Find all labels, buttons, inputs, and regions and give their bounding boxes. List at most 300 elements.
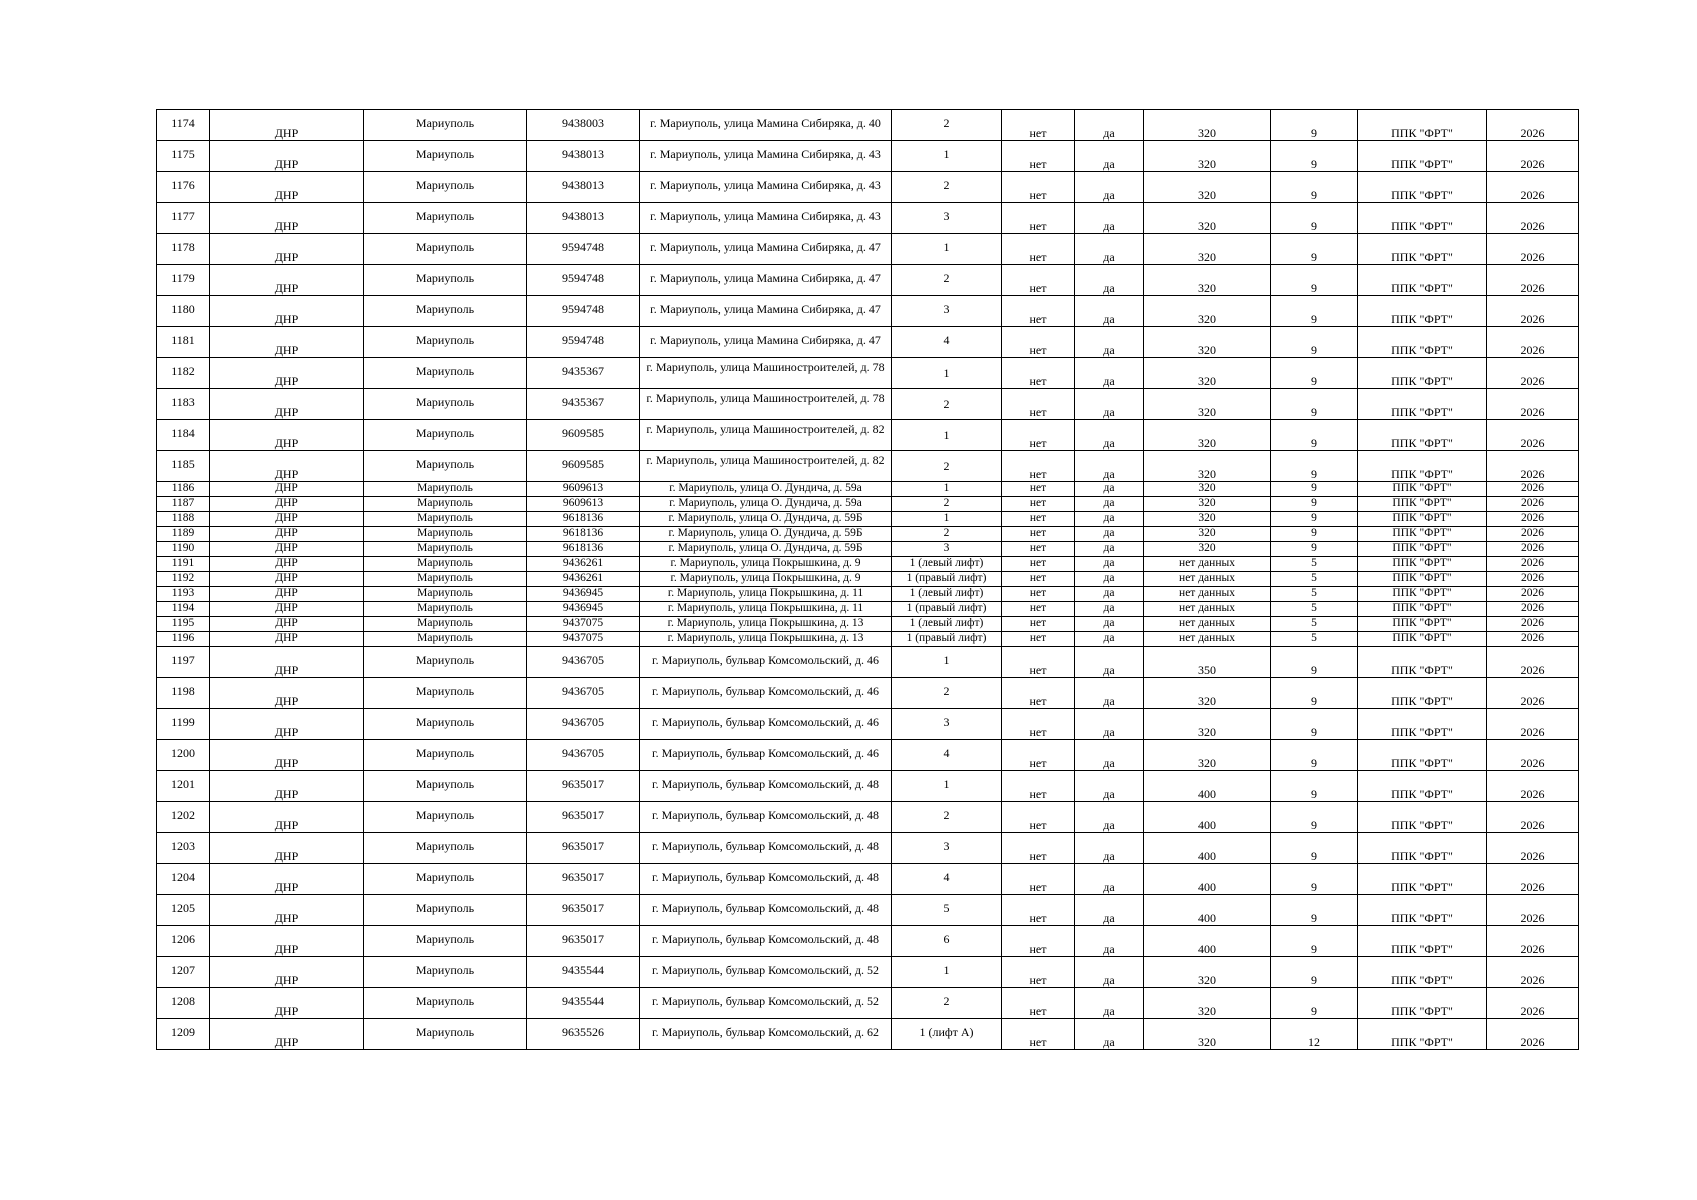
city-cell: Мариуполь [364, 420, 527, 451]
year-cell: 2026 [1487, 740, 1579, 771]
floors-cell: 9 [1271, 512, 1358, 527]
region-cell: ДНР [210, 512, 364, 527]
elevator-cell: 2 [892, 172, 1002, 203]
flag-a-cell: нет [1002, 110, 1075, 141]
region-cell: ДНР [210, 678, 364, 709]
row-number-cell: 1183 [157, 389, 210, 420]
region-cell: ДНР [210, 234, 364, 265]
address-cell: г. Мариуполь, бульвар Комсомольский, д. 46 [640, 678, 892, 709]
row-number-cell: 1195 [157, 617, 210, 632]
flag-b-cell: да [1075, 389, 1144, 420]
floors-cell: 9 [1271, 926, 1358, 957]
operator-cell: ППК "ФРТ" [1358, 632, 1487, 647]
building-id-cell: 9436261 [527, 557, 640, 572]
table-row [157, 110, 1579, 141]
flag-a-cell: нет [1002, 327, 1075, 358]
year-cell: 2026 [1487, 296, 1579, 327]
table-row [157, 542, 1579, 557]
region-cell: ДНР [210, 542, 364, 557]
floors-cell: 9 [1271, 527, 1358, 542]
operator-cell: ППК "ФРТ" [1358, 572, 1487, 587]
elevator-cell: 1 (правый лифт) [892, 632, 1002, 647]
table-row [157, 203, 1579, 234]
year-cell: 2026 [1487, 542, 1579, 557]
table-row [157, 771, 1579, 802]
flag-a-cell: нет [1002, 771, 1075, 802]
region-cell: ДНР [210, 482, 364, 497]
table-row [157, 512, 1579, 527]
region-cell: ДНР [210, 740, 364, 771]
flag-b-cell: да [1075, 110, 1144, 141]
region-cell: ДНР [210, 497, 364, 512]
capacity-cell: 400 [1144, 864, 1271, 895]
flag-a-cell: нет [1002, 141, 1075, 172]
year-cell: 2026 [1487, 1019, 1579, 1050]
row-number-cell: 1197 [157, 647, 210, 678]
region-cell: ДНР [210, 1019, 364, 1050]
city-cell: Мариуполь [364, 497, 527, 512]
flag-b-cell: да [1075, 451, 1144, 482]
table-row [157, 572, 1579, 587]
year-cell: 2026 [1487, 389, 1579, 420]
building-id-cell: 9436945 [527, 602, 640, 617]
flag-a-cell: нет [1002, 172, 1075, 203]
city-cell: Мариуполь [364, 172, 527, 203]
floors-cell: 9 [1271, 497, 1358, 512]
elevator-cell: 1 (правый лифт) [892, 602, 1002, 617]
row-number-cell: 1190 [157, 542, 210, 557]
year-cell: 2026 [1487, 926, 1579, 957]
flag-a-cell: нет [1002, 678, 1075, 709]
flag-a-cell: нет [1002, 572, 1075, 587]
table-row [157, 497, 1579, 512]
table-row [157, 926, 1579, 957]
operator-cell: ППК "ФРТ" [1358, 587, 1487, 602]
row-number-cell: 1202 [157, 802, 210, 833]
floors-cell: 9 [1271, 358, 1358, 389]
capacity-cell: 320 [1144, 988, 1271, 1019]
region-cell: ДНР [210, 420, 364, 451]
region-cell: ДНР [210, 647, 364, 678]
building-id-cell: 9435367 [527, 358, 640, 389]
elevator-cell: 1 [892, 420, 1002, 451]
elevator-cell: 3 [892, 203, 1002, 234]
address-cell: г. Мариуполь, улица О. Дундича, д. 59Б [640, 527, 892, 542]
flag-a-cell: нет [1002, 420, 1075, 451]
region-cell: ДНР [210, 110, 364, 141]
flag-a-cell: нет [1002, 617, 1075, 632]
region-cell: ДНР [210, 988, 364, 1019]
flag-a-cell: нет [1002, 833, 1075, 864]
flag-b-cell: да [1075, 141, 1144, 172]
flag-b-cell: да [1075, 296, 1144, 327]
operator-cell: ППК "ФРТ" [1358, 709, 1487, 740]
address-cell: г. Мариуполь, бульвар Комсомольский, д. 52 [640, 957, 892, 988]
region-cell: ДНР [210, 957, 364, 988]
table-row [157, 709, 1579, 740]
building-id-cell: 9438013 [527, 172, 640, 203]
year-cell: 2026 [1487, 451, 1579, 482]
capacity-cell: 320 [1144, 512, 1271, 527]
elevator-cell: 2 [892, 988, 1002, 1019]
building-id-cell: 9635017 [527, 802, 640, 833]
flag-a-cell: нет [1002, 740, 1075, 771]
row-number-cell: 1194 [157, 602, 210, 617]
floors-cell: 9 [1271, 988, 1358, 1019]
year-cell: 2026 [1487, 420, 1579, 451]
elevator-cell: 2 [892, 389, 1002, 420]
flag-b-cell: да [1075, 926, 1144, 957]
floors-cell: 9 [1271, 482, 1358, 497]
table-row [157, 557, 1579, 572]
flag-b-cell: да [1075, 265, 1144, 296]
elevator-cell: 6 [892, 926, 1002, 957]
flag-a-cell: нет [1002, 926, 1075, 957]
capacity-cell: 320 [1144, 482, 1271, 497]
elevator-cell: 1 (правый лифт) [892, 572, 1002, 587]
elevator-cell: 1 [892, 957, 1002, 988]
elevator-cell: 2 [892, 527, 1002, 542]
building-id-cell: 9635017 [527, 895, 640, 926]
address-cell: г. Мариуполь, улица Мамина Сибиряка, д. 47 [640, 327, 892, 358]
address-cell: г. Мариуполь, бульвар Комсомольский, д. 62 [640, 1019, 892, 1050]
flag-b-cell: да [1075, 327, 1144, 358]
address-cell: г. Мариуполь, улица О. Дундича, д. 59а [640, 482, 892, 497]
year-cell: 2026 [1487, 572, 1579, 587]
year-cell: 2026 [1487, 647, 1579, 678]
year-cell: 2026 [1487, 617, 1579, 632]
address-cell: г. Мариуполь, бульвар Комсомольский, д. 48 [640, 864, 892, 895]
year-cell: 2026 [1487, 557, 1579, 572]
year-cell: 2026 [1487, 709, 1579, 740]
year-cell: 2026 [1487, 358, 1579, 389]
capacity-cell: 320 [1144, 527, 1271, 542]
building-id-cell: 9609613 [527, 497, 640, 512]
floors-cell: 5 [1271, 632, 1358, 647]
building-id-cell: 9618136 [527, 542, 640, 557]
year-cell: 2026 [1487, 678, 1579, 709]
table-row [157, 678, 1579, 709]
table-row [157, 895, 1579, 926]
flag-a-cell: нет [1002, 988, 1075, 1019]
row-number-cell: 1179 [157, 265, 210, 296]
flag-a-cell: нет [1002, 957, 1075, 988]
operator-cell: ППК "ФРТ" [1358, 389, 1487, 420]
operator-cell: ППК "ФРТ" [1358, 172, 1487, 203]
elevator-cell: 4 [892, 740, 1002, 771]
row-number-cell: 1191 [157, 557, 210, 572]
year-cell: 2026 [1487, 203, 1579, 234]
address-cell: г. Мариуполь, бульвар Комсомольский, д. 48 [640, 771, 892, 802]
address-cell: г. Мариуполь, бульвар Комсомольский, д. 46 [640, 647, 892, 678]
operator-cell: ППК "ФРТ" [1358, 1019, 1487, 1050]
year-cell: 2026 [1487, 110, 1579, 141]
flag-a-cell: нет [1002, 602, 1075, 617]
capacity-cell: 320 [1144, 957, 1271, 988]
address-cell: г. Мариуполь, улица Машиностроителей, д. 78 [640, 389, 892, 420]
city-cell: Мариуполь [364, 557, 527, 572]
row-number-cell: 1201 [157, 771, 210, 802]
floors-cell: 9 [1271, 389, 1358, 420]
address-cell: г. Мариуполь, улица Покрышкина, д. 9 [640, 557, 892, 572]
flag-b-cell: да [1075, 802, 1144, 833]
row-number-cell: 1174 [157, 110, 210, 141]
city-cell: Мариуполь [364, 709, 527, 740]
flag-b-cell: да [1075, 497, 1144, 512]
region-cell: ДНР [210, 296, 364, 327]
table-row [157, 358, 1579, 389]
capacity-cell: 320 [1144, 203, 1271, 234]
flag-b-cell: да [1075, 482, 1144, 497]
floors-cell: 5 [1271, 587, 1358, 602]
year-cell: 2026 [1487, 895, 1579, 926]
elevator-cell: 3 [892, 542, 1002, 557]
operator-cell: ППК "ФРТ" [1358, 617, 1487, 632]
region-cell: ДНР [210, 895, 364, 926]
flag-a-cell: нет [1002, 542, 1075, 557]
flag-b-cell: да [1075, 833, 1144, 864]
flag-a-cell: нет [1002, 895, 1075, 926]
region-cell: ДНР [210, 557, 364, 572]
capacity-cell: 320 [1144, 740, 1271, 771]
flag-b-cell: да [1075, 234, 1144, 265]
table-row [157, 632, 1579, 647]
city-cell: Мариуполь [364, 617, 527, 632]
flag-b-cell: да [1075, 771, 1144, 802]
city-cell: Мариуполь [364, 482, 527, 497]
city-cell: Мариуполь [364, 110, 527, 141]
city-cell: Мариуполь [364, 265, 527, 296]
floors-cell: 9 [1271, 327, 1358, 358]
address-cell: г. Мариуполь, бульвар Комсомольский, д. 46 [640, 740, 892, 771]
floors-cell: 9 [1271, 802, 1358, 833]
elevator-cell: 4 [892, 327, 1002, 358]
operator-cell: ППК "ФРТ" [1358, 926, 1487, 957]
table-row [157, 1019, 1579, 1050]
flag-b-cell: да [1075, 895, 1144, 926]
elevator-register-table [156, 109, 1579, 1050]
operator-cell: ППК "ФРТ" [1358, 482, 1487, 497]
row-number-cell: 1198 [157, 678, 210, 709]
city-cell: Мариуполь [364, 895, 527, 926]
region-cell: ДНР [210, 864, 364, 895]
region-cell: ДНР [210, 327, 364, 358]
table-row [157, 647, 1579, 678]
address-cell: г. Мариуполь, бульвар Комсомольский, д. 48 [640, 802, 892, 833]
capacity-cell: нет данных [1144, 617, 1271, 632]
operator-cell: ППК "ФРТ" [1358, 771, 1487, 802]
elevator-cell: 1 [892, 234, 1002, 265]
row-number-cell: 1188 [157, 512, 210, 527]
capacity-cell: 400 [1144, 802, 1271, 833]
operator-cell: ППК "ФРТ" [1358, 527, 1487, 542]
flag-b-cell: да [1075, 203, 1144, 234]
capacity-cell: нет данных [1144, 587, 1271, 602]
table-row [157, 141, 1579, 172]
year-cell: 2026 [1487, 527, 1579, 542]
floors-cell: 5 [1271, 617, 1358, 632]
flag-b-cell: да [1075, 602, 1144, 617]
address-cell: г. Мариуполь, улица О. Дундича, д. 59Б [640, 542, 892, 557]
address-cell: г. Мариуполь, улица Покрышкина, д. 11 [640, 587, 892, 602]
flag-b-cell: да [1075, 988, 1144, 1019]
city-cell: Мариуполь [364, 864, 527, 895]
table-row [157, 296, 1579, 327]
building-id-cell: 9618136 [527, 527, 640, 542]
capacity-cell: 400 [1144, 926, 1271, 957]
table-row [157, 527, 1579, 542]
operator-cell: ППК "ФРТ" [1358, 833, 1487, 864]
flag-b-cell: да [1075, 957, 1144, 988]
building-id-cell: 9436705 [527, 647, 640, 678]
flag-b-cell: да [1075, 557, 1144, 572]
floors-cell: 9 [1271, 110, 1358, 141]
city-cell: Мариуполь [364, 833, 527, 864]
address-cell: г. Мариуполь, улица Покрышкина, д. 13 [640, 617, 892, 632]
operator-cell: ППК "ФРТ" [1358, 497, 1487, 512]
floors-cell: 9 [1271, 957, 1358, 988]
capacity-cell: нет данных [1144, 602, 1271, 617]
elevator-cell: 2 [892, 265, 1002, 296]
elevator-cell: 1 [892, 482, 1002, 497]
building-id-cell: 9436261 [527, 572, 640, 587]
table-row [157, 802, 1579, 833]
elevator-cell: 1 [892, 647, 1002, 678]
row-number-cell: 1178 [157, 234, 210, 265]
city-cell: Мариуполь [364, 587, 527, 602]
operator-cell: ППК "ФРТ" [1358, 802, 1487, 833]
table-row [157, 740, 1579, 771]
row-number-cell: 1204 [157, 864, 210, 895]
operator-cell: ППК "ФРТ" [1358, 327, 1487, 358]
floors-cell: 9 [1271, 141, 1358, 172]
flag-b-cell: да [1075, 358, 1144, 389]
flag-b-cell: да [1075, 632, 1144, 647]
building-id-cell: 9635017 [527, 771, 640, 802]
operator-cell: ППК "ФРТ" [1358, 141, 1487, 172]
year-cell: 2026 [1487, 602, 1579, 617]
table-row [157, 988, 1579, 1019]
flag-b-cell: да [1075, 572, 1144, 587]
region-cell: ДНР [210, 172, 364, 203]
flag-a-cell: нет [1002, 647, 1075, 678]
year-cell: 2026 [1487, 141, 1579, 172]
region-cell: ДНР [210, 709, 364, 740]
address-cell: г. Мариуполь, улица Покрышкина, д. 13 [640, 632, 892, 647]
floors-cell: 9 [1271, 234, 1358, 265]
elevator-cell: 1 (лифт А) [892, 1019, 1002, 1050]
table-row [157, 864, 1579, 895]
capacity-cell: 320 [1144, 497, 1271, 512]
flag-b-cell: да [1075, 617, 1144, 632]
floors-cell: 9 [1271, 678, 1358, 709]
year-cell: 2026 [1487, 833, 1579, 864]
building-id-cell: 9435544 [527, 957, 640, 988]
region-cell: ДНР [210, 602, 364, 617]
address-cell: г. Мариуполь, улица Мамина Сибиряка, д. 40 [640, 110, 892, 141]
operator-cell: ППК "ФРТ" [1358, 988, 1487, 1019]
row-number-cell: 1187 [157, 497, 210, 512]
table-row [157, 957, 1579, 988]
building-id-cell: 9635017 [527, 833, 640, 864]
operator-cell: ППК "ФРТ" [1358, 110, 1487, 141]
elevator-cell: 1 [892, 771, 1002, 802]
flag-a-cell: нет [1002, 802, 1075, 833]
region-cell: ДНР [210, 833, 364, 864]
floors-cell: 12 [1271, 1019, 1358, 1050]
elevator-cell: 1 [892, 141, 1002, 172]
building-id-cell: 9436945 [527, 587, 640, 602]
operator-cell: ППК "ФРТ" [1358, 895, 1487, 926]
building-id-cell: 9594748 [527, 234, 640, 265]
city-cell: Мариуполь [364, 358, 527, 389]
flag-b-cell: да [1075, 709, 1144, 740]
year-cell: 2026 [1487, 172, 1579, 203]
flag-a-cell: нет [1002, 265, 1075, 296]
capacity-cell: 320 [1144, 110, 1271, 141]
city-cell: Мариуполь [364, 647, 527, 678]
address-cell: г. Мариуполь, бульвар Комсомольский, д. 52 [640, 988, 892, 1019]
floors-cell: 9 [1271, 265, 1358, 296]
row-number-cell: 1175 [157, 141, 210, 172]
building-id-cell: 9635526 [527, 1019, 640, 1050]
elevator-cell: 3 [892, 833, 1002, 864]
year-cell: 2026 [1487, 802, 1579, 833]
elevator-cell: 2 [892, 678, 1002, 709]
flag-a-cell: нет [1002, 1019, 1075, 1050]
flag-b-cell: да [1075, 527, 1144, 542]
flag-b-cell: да [1075, 172, 1144, 203]
table-row [157, 451, 1579, 482]
city-cell: Мариуполь [364, 512, 527, 527]
building-id-cell: 9594748 [527, 265, 640, 296]
address-cell: г. Мариуполь, улица Мамина Сибиряка, д. 47 [640, 234, 892, 265]
row-number-cell: 1199 [157, 709, 210, 740]
city-cell: Мариуполь [364, 632, 527, 647]
address-cell: г. Мариуполь, улица Покрышкина, д. 11 [640, 602, 892, 617]
building-id-cell: 9635017 [527, 864, 640, 895]
floors-cell: 9 [1271, 740, 1358, 771]
building-id-cell: 9609585 [527, 420, 640, 451]
flag-a-cell: нет [1002, 234, 1075, 265]
elevator-cell: 3 [892, 709, 1002, 740]
flag-a-cell: нет [1002, 557, 1075, 572]
building-id-cell: 9438013 [527, 141, 640, 172]
table-row [157, 833, 1579, 864]
region-cell: ДНР [210, 802, 364, 833]
elevator-cell: 3 [892, 296, 1002, 327]
row-number-cell: 1177 [157, 203, 210, 234]
year-cell: 2026 [1487, 864, 1579, 895]
floors-cell: 9 [1271, 771, 1358, 802]
floors-cell: 5 [1271, 602, 1358, 617]
row-number-cell: 1200 [157, 740, 210, 771]
building-id-cell: 9435544 [527, 988, 640, 1019]
operator-cell: ППК "ФРТ" [1358, 451, 1487, 482]
building-id-cell: 9436705 [527, 709, 640, 740]
city-cell: Мариуполь [364, 771, 527, 802]
region-cell: ДНР [210, 451, 364, 482]
capacity-cell: 320 [1144, 172, 1271, 203]
city-cell: Мариуполь [364, 141, 527, 172]
flag-b-cell: да [1075, 542, 1144, 557]
row-number-cell: 1186 [157, 482, 210, 497]
region-cell: ДНР [210, 358, 364, 389]
floors-cell: 9 [1271, 647, 1358, 678]
row-number-cell: 1208 [157, 988, 210, 1019]
capacity-cell: 320 [1144, 420, 1271, 451]
capacity-cell: 320 [1144, 1019, 1271, 1050]
